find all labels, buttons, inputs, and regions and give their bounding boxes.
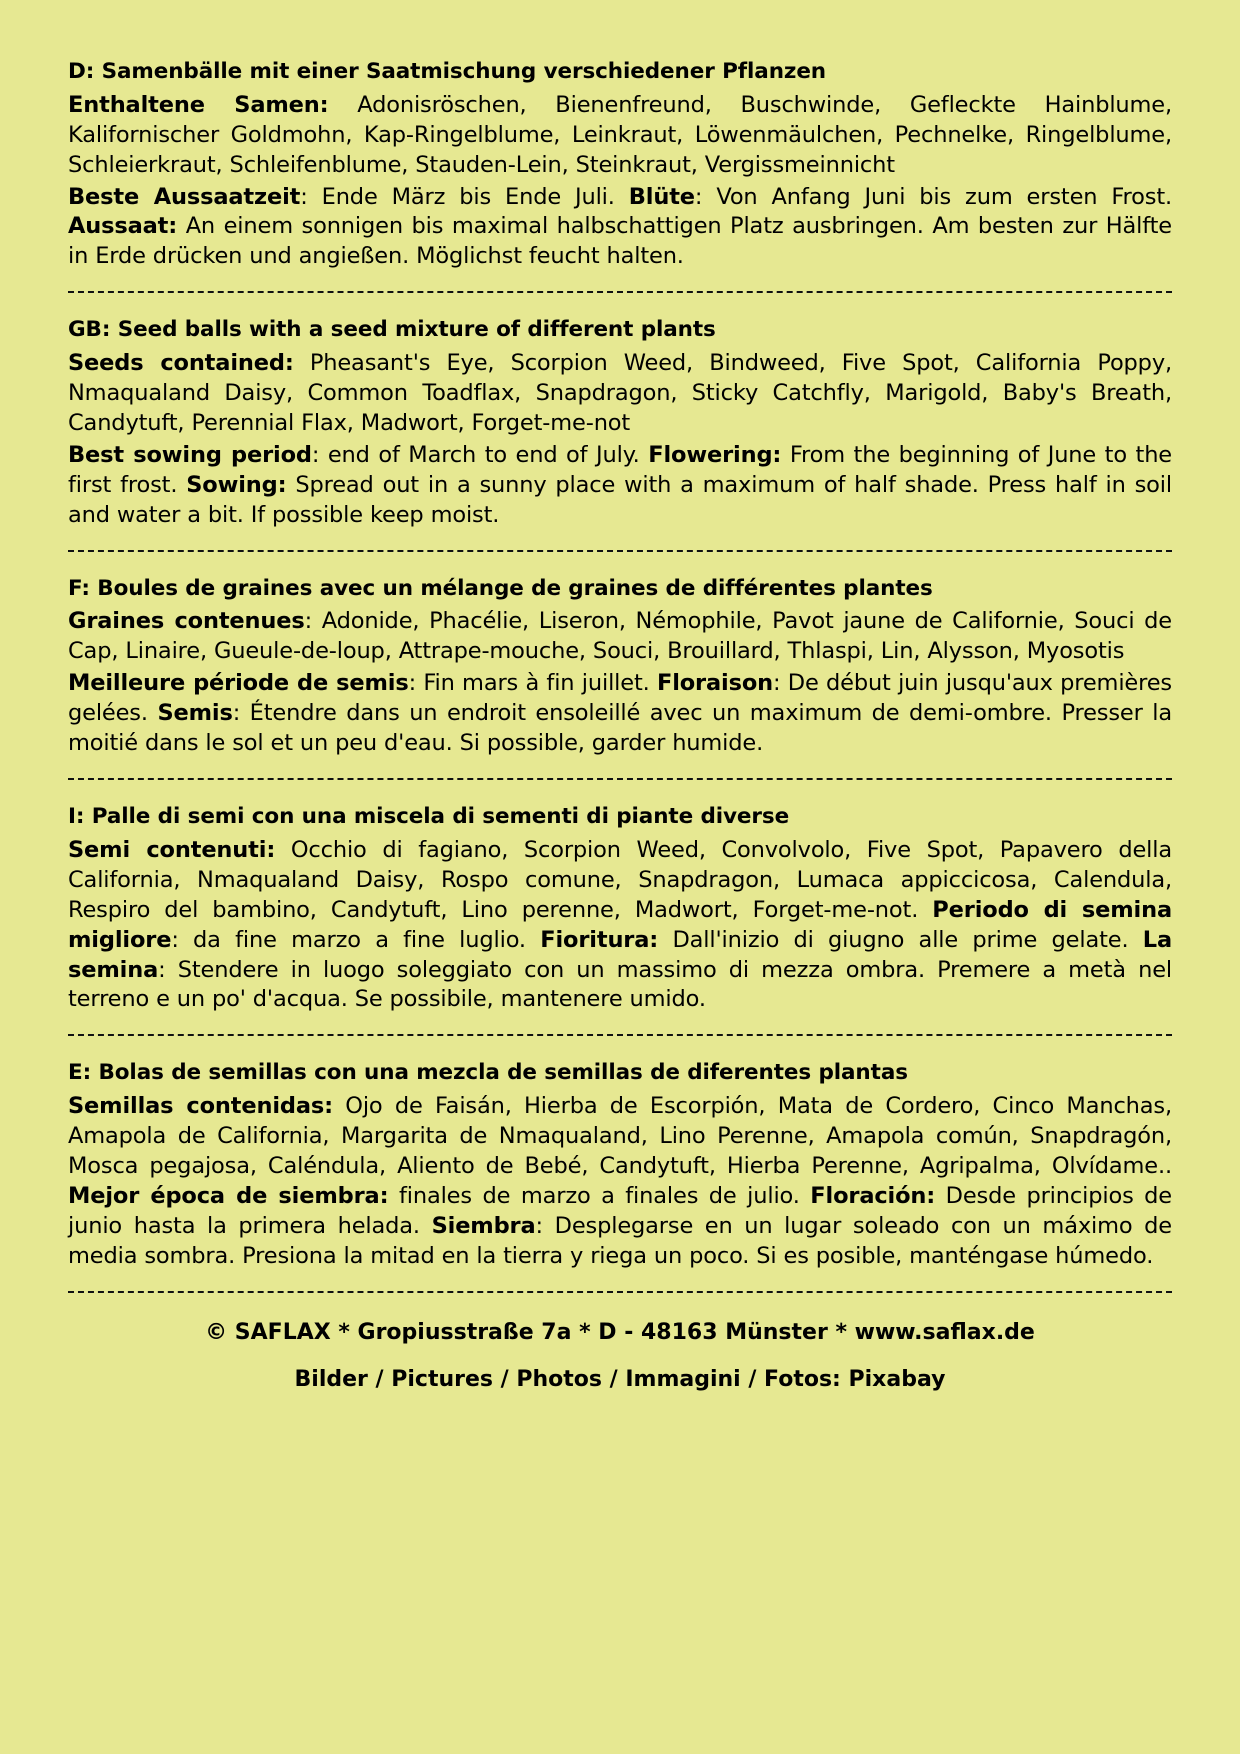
- section-gb: [68, 316, 1172, 530]
- footer-credits: Bilder / Pictures / Photos / Immagini / Fotos: Pixabay: [294, 1366, 946, 1392]
- section-it-body: [68, 836, 1172, 1016]
- section-gb-sowing: [68, 441, 1172, 531]
- text-la-semina: : Stendere in luogo soleggiato con un massimo di mezza ombra. Premere a metà nel terreno e un po' d'acqua. Se possibile, mantenere umido.: [68, 956, 1172, 1013]
- section-de-sowing: [68, 183, 1172, 273]
- divider-line: [68, 1034, 1172, 1036]
- label-sowing: Sowing:: [186, 471, 287, 498]
- divider-4: [68, 1029, 1172, 1045]
- section-fr: [68, 575, 1172, 759]
- label-meilleure-periode: Meilleure période de semis: [68, 670, 409, 697]
- text-floraison: : De début juin jusqu'aux premières gelées.: [68, 670, 1172, 727]
- footer-copyright: © SAFLAX * Gropiusstraße 7a * D - 48163 Münster * www.saflax.de: [205, 1319, 1035, 1345]
- section-fr-heading: F: Boules de graines avec un mélange de graines de différentes plantes: [68, 575, 933, 601]
- section-de-heading: D: Samenbälle mit einer Saatmischung verschiedener Pflanzen: [68, 59, 827, 84]
- label-floraison: Floraison: [656, 670, 774, 697]
- label-semillas-contenidas: Semillas contenidas:: [68, 1093, 333, 1120]
- text-semi-contenuti: Occhio di fagiano, Scorpion Weed, Convolvolo, Five Spot, Papavero della California, Nmaqualand Daisy, Rospo comune, Snapdragon, Lumaca appiccicosa, Calendula, Respiro del bambino, Candytuft, Lino perenne, Madwort, Forget-me-not.: [68, 836, 1172, 923]
- label-seeds-contained: Seeds contained:: [68, 350, 294, 377]
- text-best-sowing-period: : end of March to end of July.: [311, 441, 649, 468]
- section-it-heading: I: Palle di semi con una miscela di sementi di piante diverse: [68, 804, 790, 830]
- text-floracion: Desde principios de junio hasta la primera helada.: [68, 1182, 1172, 1239]
- divider-line: [68, 778, 1172, 780]
- divider-1: [68, 286, 1172, 302]
- label-flowering: Flowering:: [648, 441, 782, 468]
- text-semis: : Étendre dans un endroit ensoleillé avec un maximum de demi-ombre. Presser la moitié dans le sol et un peu d'eau. Si possible, garder humide.: [68, 700, 1172, 757]
- text-flowering: From the beginning of June to the first frost.: [68, 441, 1172, 498]
- divider-line: [68, 1291, 1172, 1293]
- label-periodo-semina: Periodo di semina migliore: [68, 896, 1172, 953]
- section-es-body: [68, 1092, 1172, 1272]
- section-gb-seeds: [68, 349, 1172, 439]
- text-mejor-epoca: finales de marzo a finales de julio.: [388, 1182, 811, 1209]
- label-fioritura: Fioritura:: [540, 926, 659, 953]
- label-semis: Semis: [157, 700, 233, 727]
- label-floracion: Floración:: [810, 1182, 936, 1209]
- section-gb-heading: GB: Seed balls with a seed mixture of different plants: [68, 317, 716, 343]
- divider-3: [68, 773, 1172, 789]
- text-graines-contenues: : Adonide, Phacélie, Liseron, Némophile, Pavot jaune de Californie, Souci de Cap, Linaire, Gueule-de-loup, Attrape-mouche, Souci, Brouillard, Thlaspi, Lin, Alysson, Myosotis: [68, 608, 1172, 665]
- label-beste-aussaatzeit: Beste Aussaatzeit: [68, 183, 301, 210]
- label-best-sowing-period: Best sowing period: [68, 441, 312, 468]
- label-enthaltene-samen: Enthaltene Samen:: [68, 91, 329, 118]
- label-la-semina: La semina: [68, 926, 1172, 983]
- divider-line: [68, 291, 1172, 293]
- divider-2: [68, 545, 1172, 561]
- text-aussaat: An einem sonnigen bis maximal halbschattigen Platz ausbringen. Am besten zur Hälfte in Erde drücken und angießen. Möglichst feucht halten.: [68, 213, 1172, 270]
- text-sowing: Spread out in a sunny place with a maximum of half shade. Press half in soil and water a bit. If possible keep moist.: [68, 471, 1172, 528]
- section-es-heading: E: Bolas de semillas con una mezcla de semillas de diferentes plantas: [68, 1060, 908, 1086]
- divider-line: [68, 550, 1172, 552]
- label-graines-contenues: Graines contenues: [68, 608, 305, 635]
- section-es: [68, 1059, 1172, 1271]
- label-mejor-epoca: Mejor época de siembra:: [68, 1182, 389, 1209]
- text-semillas-contenidas: Ojo de Faisán, Hierba de Escorpión, Mata de Cordero, Cinco Manchas, Amapola de California, Margarita de Nmaqualand, Lino Perenne, Amapola común, Snapdragón, Mosca pegajosa, Caléndula, Aliento de Bebé, Candytuft, Hierba Perenne, Agripalma, Olvídame..: [68, 1093, 1172, 1180]
- divider-5: [68, 1286, 1172, 1302]
- text-enthaltene-samen: Adonisröschen, Bienenfreund, Buschwinde, Gefleckte Hainblume, Kalifornischer Goldmohn, Kap-Ringelblume, Leinkraut, Löwenmäulchen, Pechnelke, Ringelblume, Schleierkraut, Schleifenblume, Stauden-Lein, Steinkraut, Vergissmeinnicht: [68, 91, 1172, 178]
- section-fr-sowing: [68, 669, 1172, 759]
- text-meilleure-periode: : Fin mars à fin juillet.: [408, 670, 657, 697]
- text-seeds-contained: Pheasant's Eye, Scorpion Weed, Bindweed, Five Spot, California Poppy, Nmaqualand Daisy, Common Toadflax, Snapdragon, Sticky Catchfly, Marigold, Baby's Breath, Candytuft, Perennial Flax, Madwort, Forget-me-not: [68, 350, 1172, 436]
- label-bluete: Blüte: [628, 183, 695, 210]
- section-de-seeds: [68, 91, 1172, 181]
- section-it: [68, 803, 1172, 1015]
- text-bluete: : Von Anfang Juni bis zum ersten Frost.: [694, 183, 1172, 210]
- section-de: [68, 58, 1172, 272]
- text-periodo-semina: : da fine marzo a fine luglio.: [171, 926, 541, 953]
- text-beste-aussaatzeit: : Ende März bis Ende Juli.: [300, 183, 629, 210]
- text-fioritura: Dall'inizio di giugno alle prime gelate.: [658, 926, 1143, 953]
- label-aussaat: Aussaat:: [68, 213, 178, 240]
- text-siembra: : Desplegarse en un lugar soleado con un máximo de media sombra. Presiona la mitad en la tierra y riega un poco. Si es posible, manténgase húmedo.: [68, 1212, 1172, 1269]
- label-semi-contenuti: Semi contenuti:: [68, 836, 276, 863]
- label-siembra: Siembra: [431, 1212, 536, 1239]
- section-fr-seeds: [68, 607, 1172, 667]
